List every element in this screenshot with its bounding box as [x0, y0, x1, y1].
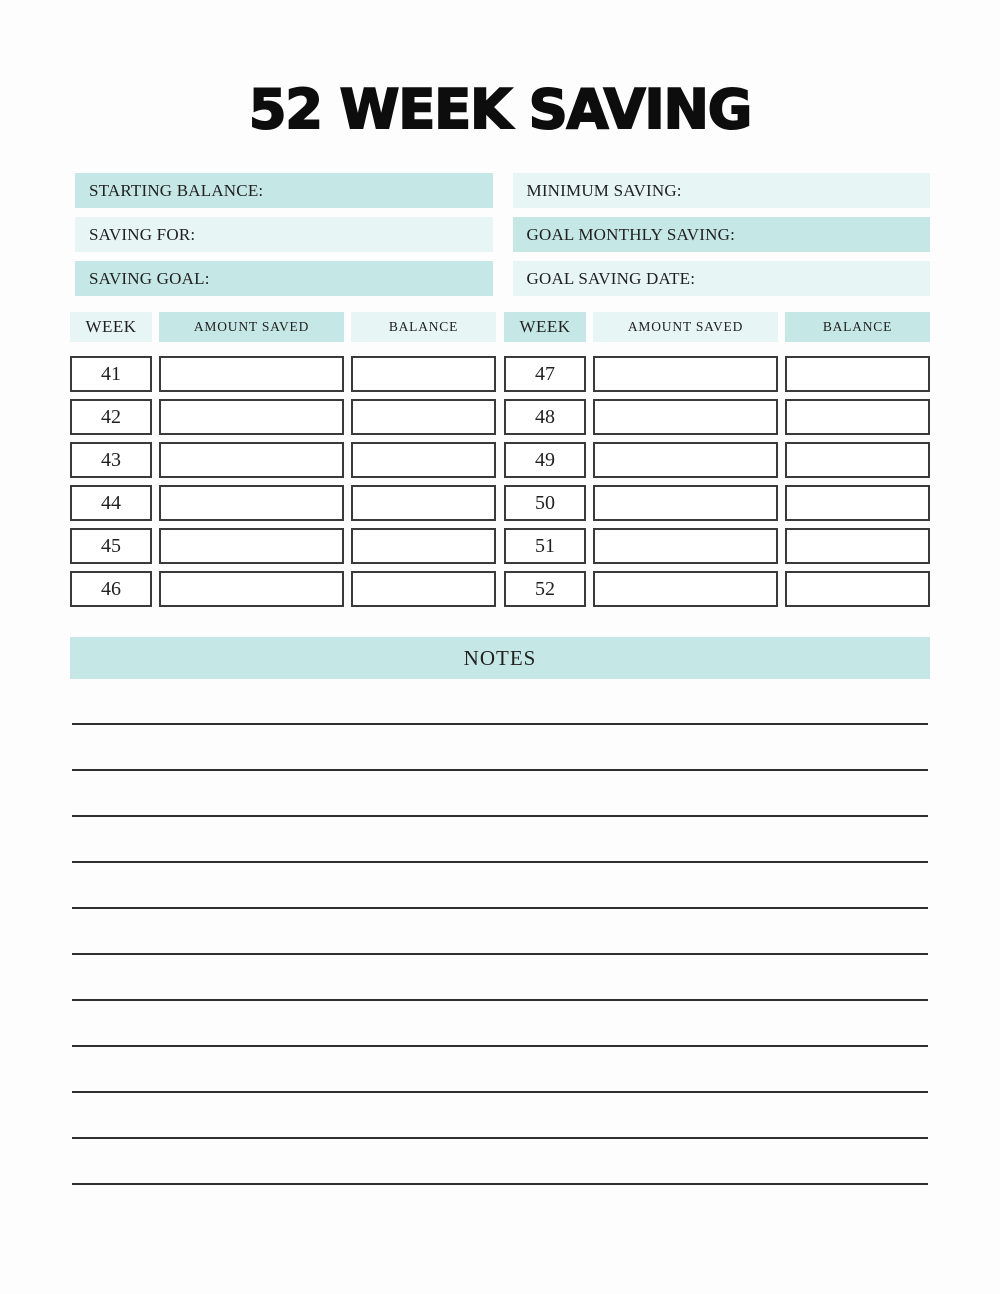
- amount-saved-input-cell[interactable]: [593, 571, 778, 607]
- savings-table-weeks-47-52: [504, 312, 930, 614]
- table-row: [70, 399, 496, 435]
- table-row: [504, 399, 930, 435]
- amount-saved-input-cell[interactable]: [593, 356, 778, 392]
- saving-goal-field[interactable]: [75, 261, 493, 296]
- amount-saved-input-cell[interactable]: [593, 442, 778, 478]
- balance-input-cell[interactable]: [351, 528, 496, 564]
- notes-header: NOTES: [70, 637, 930, 679]
- col-header-week: WEEK: [70, 312, 152, 342]
- field-label: GOAL MONTHLY SAVING:: [526, 224, 735, 244]
- amount-saved-input-cell[interactable]: [593, 528, 778, 564]
- balance-input-cell[interactable]: [351, 356, 496, 392]
- col-header-balance: BALANCE: [785, 312, 930, 342]
- info-fields-left-column: [75, 173, 493, 305]
- col-header-amount-saved: AMOUNT SAVED: [593, 312, 778, 342]
- amount-saved-input-cell[interactable]: [159, 485, 344, 521]
- balance-input-cell[interactable]: [785, 399, 930, 435]
- notes-line[interactable]: [72, 863, 928, 909]
- page-title: 52 WEEK SAVING: [248, 78, 752, 141]
- goal-monthly-saving-field[interactable]: [513, 217, 931, 252]
- starting-balance-field[interactable]: [75, 173, 493, 208]
- week-number-cell: 43: [70, 442, 152, 478]
- week-number-cell: 48: [504, 399, 586, 435]
- table-row: [504, 442, 930, 478]
- notes-line[interactable]: [72, 909, 928, 955]
- table-row: [504, 528, 930, 564]
- info-fields: [75, 173, 930, 305]
- saving-for-field[interactable]: [75, 217, 493, 252]
- field-label: GOAL SAVING DATE:: [526, 268, 696, 288]
- week-number-cell: 52: [504, 571, 586, 607]
- balance-input-cell[interactable]: [351, 442, 496, 478]
- field-label: STARTING BALANCE:: [89, 180, 264, 200]
- notes-line[interactable]: [72, 1093, 928, 1139]
- field-label: SAVING FOR:: [89, 224, 196, 244]
- amount-saved-input-cell[interactable]: [593, 399, 778, 435]
- savings-table-weeks-41-46: [70, 312, 496, 614]
- minimum-saving-field[interactable]: [513, 173, 931, 208]
- notes-line[interactable]: [72, 955, 928, 1001]
- field-label: MINIMUM SAVING:: [526, 180, 682, 200]
- week-number-cell: 45: [70, 528, 152, 564]
- table-row: [504, 485, 930, 521]
- amount-saved-input-cell[interactable]: [159, 571, 344, 607]
- notes-line[interactable]: [72, 679, 928, 725]
- table-header-row: [70, 312, 496, 342]
- balance-input-cell[interactable]: [785, 442, 930, 478]
- notes-line[interactable]: [72, 771, 928, 817]
- week-number-cell: 50: [504, 485, 586, 521]
- table-row: [504, 356, 930, 392]
- table-row: [70, 528, 496, 564]
- amount-saved-input-cell[interactable]: [159, 356, 344, 392]
- table-row: [70, 571, 496, 607]
- week-number-cell: 44: [70, 485, 152, 521]
- col-header-week: WEEK: [504, 312, 586, 342]
- balance-input-cell[interactable]: [351, 485, 496, 521]
- week-number-cell: 51: [504, 528, 586, 564]
- week-number-cell: 49: [504, 442, 586, 478]
- notes-line[interactable]: [72, 1139, 928, 1185]
- table-row: [504, 571, 930, 607]
- info-fields-right-column: [513, 173, 931, 305]
- field-label: SAVING GOAL:: [89, 268, 210, 288]
- col-header-amount-saved: AMOUNT SAVED: [159, 312, 344, 342]
- balance-input-cell[interactable]: [351, 571, 496, 607]
- amount-saved-input-cell[interactable]: [159, 528, 344, 564]
- week-number-cell: 41: [70, 356, 152, 392]
- balance-input-cell[interactable]: [785, 571, 930, 607]
- notes-line[interactable]: [72, 1047, 928, 1093]
- week-number-cell: 47: [504, 356, 586, 392]
- savings-tables: [70, 312, 930, 614]
- col-header-balance: BALANCE: [351, 312, 496, 342]
- amount-saved-input-cell[interactable]: [159, 399, 344, 435]
- notes-line[interactable]: [72, 817, 928, 863]
- week-number-cell: 46: [70, 571, 152, 607]
- table-row: [70, 442, 496, 478]
- balance-input-cell[interactable]: [785, 356, 930, 392]
- goal-saving-date-field[interactable]: [513, 261, 931, 296]
- notes-area: [72, 679, 928, 1185]
- balance-input-cell[interactable]: [785, 528, 930, 564]
- balance-input-cell[interactable]: [785, 485, 930, 521]
- notes-line[interactable]: [72, 1001, 928, 1047]
- notes-line[interactable]: [72, 725, 928, 771]
- week-number-cell: 42: [70, 399, 152, 435]
- amount-saved-input-cell[interactable]: [593, 485, 778, 521]
- amount-saved-input-cell[interactable]: [159, 442, 344, 478]
- table-row: [70, 485, 496, 521]
- balance-input-cell[interactable]: [351, 399, 496, 435]
- table-row: [70, 356, 496, 392]
- table-header-row: [504, 312, 930, 342]
